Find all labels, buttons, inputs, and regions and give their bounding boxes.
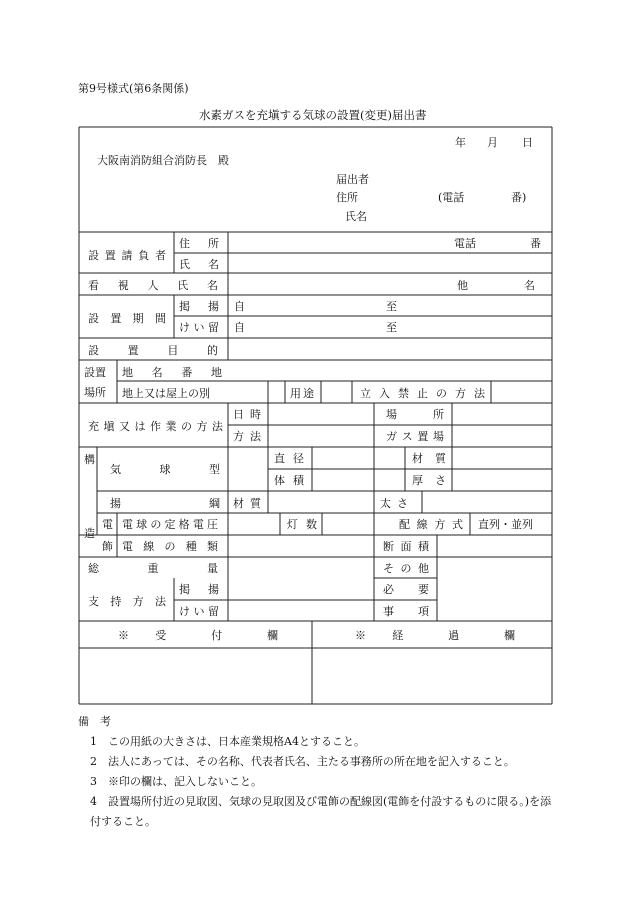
other-label-a: その他 xyxy=(383,562,429,575)
other-label-b: 必要 xyxy=(383,583,429,596)
contractor-label: 設置請負者 xyxy=(88,249,166,262)
raise-from: 自 xyxy=(234,300,245,313)
balloon-thickness-label: 厚さ xyxy=(412,474,446,487)
lamp-count-label: 灯数 xyxy=(287,518,317,531)
raise-to: 至 xyxy=(386,300,397,313)
rope-label: 揚綱 xyxy=(110,497,220,510)
notifier-address-label: 住所 xyxy=(336,191,358,204)
moor-label: けい留 xyxy=(179,321,219,334)
moor-to: 至 xyxy=(386,321,397,334)
section-area-label: 断面積 xyxy=(383,540,429,553)
form-number: 第9号様式(第6条関係) xyxy=(78,82,189,95)
rope-thickness-label: 太さ xyxy=(380,497,408,510)
no-entry-label: 立入禁止の方法 xyxy=(360,387,485,400)
purpose-label: 設置目的 xyxy=(88,344,218,357)
note-3: 3 ※印の欄は、記入しないこと。 xyxy=(90,775,262,788)
contractor-address-label: 住所 xyxy=(179,237,219,250)
support-raise-label: 掲揚 xyxy=(179,583,219,596)
lot-label: 地名番地 xyxy=(122,366,222,379)
notifier-phone-open: (電話 xyxy=(438,191,465,204)
date-day-label: 日 xyxy=(522,136,533,149)
wiring-option-label: 直列・並列 xyxy=(478,518,533,531)
place-label-b: 場所 xyxy=(84,386,106,399)
balloon-type-label: 気球型 xyxy=(110,463,220,476)
deco-label-b: 飾 xyxy=(102,540,113,553)
form-title: 水素ガスを充塡する気球の設置(変更)届出書 xyxy=(199,108,427,122)
wire-type-label: 電線の種類 xyxy=(122,540,218,553)
other-label-c: 事項 xyxy=(383,605,429,618)
method-label: 方法 xyxy=(233,430,261,443)
watcher-count-suffix: 名 xyxy=(524,279,535,292)
period-label: 設置期間 xyxy=(88,312,166,325)
notifier-label: 届出者 xyxy=(336,173,369,186)
volume-label: 体積 xyxy=(274,474,304,487)
notifier-phone-close: 番) xyxy=(511,191,527,204)
watcher-label: 看視人氏名 xyxy=(88,279,218,292)
note-4: 4 設置場所付近の見取図、気球の見取図及び電飾の配線図(電飾を付設するものに限る。)を添付すること。 xyxy=(90,795,552,828)
date-year-label: 年 xyxy=(455,136,466,149)
notifier-name-label: 氏名 xyxy=(345,210,367,223)
contractor-name-label: 氏名 xyxy=(179,258,219,271)
gas-place-label: ガス置場 xyxy=(386,430,444,443)
place-label-a: 設置 xyxy=(84,366,106,379)
fill-method-label: 充塡又は作業の方法 xyxy=(88,420,223,433)
date-month-label: 月 xyxy=(487,136,498,149)
moor-from: 自 xyxy=(234,321,245,334)
balloon-material-label: 材質 xyxy=(412,452,446,465)
support-label: 支持方法 xyxy=(88,595,166,608)
rated-voltage-label: 電球の定格電圧 xyxy=(122,518,218,531)
contractor-phone-suffix: 番 xyxy=(530,237,541,250)
raise-label: 掲揚 xyxy=(179,300,219,313)
addressee-label: 大阪南消防組合消防長 殿 xyxy=(97,154,229,167)
total-weight-label: 総重量 xyxy=(88,562,218,575)
diameter-label: 直径 xyxy=(274,452,304,465)
use-label: 用途 xyxy=(290,387,314,400)
struct-label-b: 造 xyxy=(84,527,95,540)
note-1: 1 この用紙の大きさは、日本産業規格A4とすること。 xyxy=(90,735,365,748)
progress-label: ※ 経 過 欄 xyxy=(355,629,515,642)
contractor-phone-label: 電話 xyxy=(454,237,476,250)
notes-heading: 備 考 xyxy=(78,715,111,728)
reception-label: ※ 受 付 欄 xyxy=(118,629,278,642)
fill-location-label: 場所 xyxy=(386,408,444,421)
rope-material-label: 材質 xyxy=(233,497,261,510)
note-2: 2 法人にあっては、その名称、代表者氏名、主たる事務所の所在地を記入すること。 xyxy=(90,755,515,768)
deco-label-a: 電 xyxy=(102,518,113,531)
support-moor-label: けい留 xyxy=(179,605,219,618)
datetime-label: 日時 xyxy=(233,408,261,421)
notes-section xyxy=(78,712,558,832)
watcher-other: 他 xyxy=(457,279,468,292)
wiring-method-label: 配線方式 xyxy=(399,518,463,531)
ground-roof-label: 地上又は屋上の別 xyxy=(122,387,210,400)
struct-label-a: 構 xyxy=(84,453,95,466)
